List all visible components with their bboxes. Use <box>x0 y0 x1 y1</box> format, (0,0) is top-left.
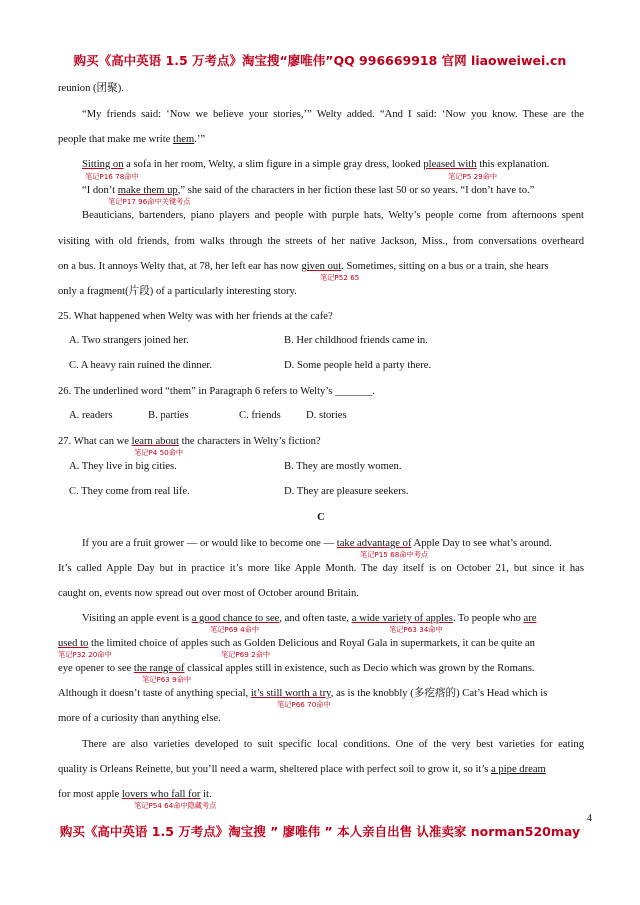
text: “I don’t <box>82 185 118 196</box>
text: a sofa in her room, Welty, a slim figure in a simple gray dress, looked <box>123 159 424 170</box>
page-number: 4 <box>587 813 592 824</box>
highlighted-phrase: the range of <box>133 663 185 674</box>
option-27a: A. They live in big cities. <box>69 461 177 472</box>
annotation-note: 笔记P52 65 <box>320 273 360 282</box>
highlighted-phrase: learn about <box>131 436 179 447</box>
paragraph-line <box>58 662 535 675</box>
text: classical apples still in existence, such as Decio which was grown by the Romans. <box>184 663 535 674</box>
highlighted-phrase: lovers who fall for <box>121 789 201 800</box>
annotation-note: 笔记P15 68命中考点 <box>360 550 429 559</box>
option-26b: B. parties <box>148 410 189 421</box>
text: . To people who <box>452 613 524 624</box>
text: eye opener to see <box>58 663 134 674</box>
paragraph-line <box>58 687 547 700</box>
option-27b: B. They are mostly women. <box>284 461 402 472</box>
annotation-note: 笔记P69 2命中 <box>221 650 271 659</box>
option-26c: C. friends <box>239 410 281 421</box>
underlined-word-them: them <box>173 134 195 145</box>
paragraph-line <box>82 158 549 171</box>
option-26d: D. stories <box>306 410 347 421</box>
underlined-phrase: a pipe dream <box>491 764 546 775</box>
banner-bottom: 购买《高中英语 1.5 万考点》淘宝搜 ” 廖唯伟 ” 本人亲自出售 认准卖家 norman520may <box>59 824 581 839</box>
text: Visiting an apple event is <box>82 613 192 624</box>
paragraph-line <box>58 788 212 801</box>
text: . Sometimes, sitting on a bus or a train, she hears <box>341 261 549 272</box>
text: people that make me write <box>58 134 174 145</box>
text: Apple Day to see what’s around. <box>411 538 552 549</box>
banner-top: 购买《高中英语 1.5 万考点》淘宝搜“廖唯伟”QQ 996669918 官网 liaoweiwei.cn <box>73 53 567 68</box>
text: this explanation. <box>476 159 550 170</box>
paragraph-line: visiting with old friends, from walks through the streets of her native Jackson, Miss., from conversations overheard <box>58 236 584 247</box>
highlighted-phrase: pleased with <box>423 159 477 170</box>
text: .’” <box>194 134 206 145</box>
paragraph-line <box>82 184 534 197</box>
paragraph-line: “My friends said: ‘Now we believe your stories,’” Welty added. “And I said: ‘Now you know. These are the <box>82 109 584 120</box>
highlighted-phrase: a good chance to see <box>191 613 280 624</box>
text: If you are a fruit grower — or would like to become one — <box>82 538 337 549</box>
paragraph-line <box>58 763 546 776</box>
paragraph-line: only a fragment(片段) of a particularly interesting story. <box>58 286 297 297</box>
highlighted-phrase: Sitting on <box>82 159 124 170</box>
option-27c: C. They come from real life. <box>69 486 190 497</box>
annotation-note: 笔记P5 29命中 <box>448 172 498 181</box>
annotation-note: 笔记P66 70命中 <box>277 700 331 709</box>
option-27d: D. They are pleasure seekers. <box>284 486 409 497</box>
annotation-note: 笔记P69 4命中 <box>210 625 260 634</box>
option-25a: A. Two strangers joined her. <box>69 335 189 346</box>
text: ,” she said of the characters in her fiction these last 50 or so years. “I don’t have to.” <box>177 185 535 196</box>
text: it. <box>200 789 212 800</box>
paragraph-line <box>58 637 535 650</box>
option-26a: A. readers <box>69 410 113 421</box>
annotation-note: 笔记P32 20命中 <box>58 650 112 659</box>
annotation-note: 笔记P17 96命中关键考点 <box>108 197 191 206</box>
text: on a bus. It annoys Welty that, at 78, her left ear has now <box>58 261 302 272</box>
option-25b: B. Her childhood friends came in. <box>284 335 428 346</box>
paragraph-line: more of a curiosity than anything else. <box>58 713 221 724</box>
paragraph-line <box>82 537 552 550</box>
highlighted-phrase: used to <box>58 638 89 649</box>
paragraph-line <box>58 133 205 146</box>
question-27 <box>58 435 321 448</box>
highlighted-phrase: a wide variety of apples <box>351 613 453 624</box>
text: 27. What can we <box>58 436 132 447</box>
text: the limited choice of apples such as Golden Delicious and Royal Gala in supermarkets, it can be quite an <box>88 638 535 649</box>
paragraph-line: Beauticians, bartenders, piano players and people with purple hats, Welty’s people come from afternoons spent <box>82 210 584 221</box>
annotation-note: 笔记P63 9命中 <box>142 675 192 684</box>
text: , and often taste, <box>279 613 352 624</box>
paragraph-line: reunion (团聚). <box>58 83 124 94</box>
annotation-note: 笔记P63 34命中 <box>389 625 443 634</box>
option-25d: D. Some people held a party there. <box>284 360 432 371</box>
text: quality is Orleans Reinette, but you’ll need a warm, sheltered place with perfect soil to grow it, so it’s <box>58 764 492 775</box>
question-26: 26. The underlined word “them” in Paragraph 6 refers to Welty’s _______. <box>58 386 375 397</box>
option-25c: C. A heavy rain ruined the dinner. <box>69 360 212 371</box>
text: the characters in Welty’s fiction? <box>179 436 321 447</box>
paragraph-line: It’s called Apple Day but in practice it’s more like Apple Month. The day itself is on October 21, but since it has <box>58 563 584 574</box>
highlighted-phrase: given out <box>301 261 342 272</box>
highlighted-phrase: take advantage of <box>336 538 412 549</box>
section-heading: C <box>317 512 325 523</box>
text: Although it doesn’t taste of anything special, <box>58 688 251 699</box>
highlighted-phrase: make them up <box>117 185 178 196</box>
paragraph-line <box>82 612 536 625</box>
annotation-note: 笔记P16 78命中 <box>85 172 139 181</box>
paragraph-line: caught on, events now spread out over most of October around Britain. <box>58 588 359 599</box>
text: , as is the knobbly (多疙瘩的) Cat’s Head which is <box>330 688 548 699</box>
annotation-note: 笔记P4 50命中 <box>134 448 184 457</box>
highlighted-phrase: it’s still worth a try <box>250 688 331 699</box>
paragraph-line: There are also varieties developed to suit specific local conditions. One of the very best varieties for eating <box>82 739 584 750</box>
question-25: 25. What happened when Welty was with her friends at the cafe? <box>58 311 333 322</box>
highlighted-phrase: are <box>523 613 537 624</box>
paragraph-line <box>58 260 549 273</box>
annotation-note: 笔记P54 64命中隐藏考点 <box>134 801 217 810</box>
text: for most apple <box>58 789 122 800</box>
